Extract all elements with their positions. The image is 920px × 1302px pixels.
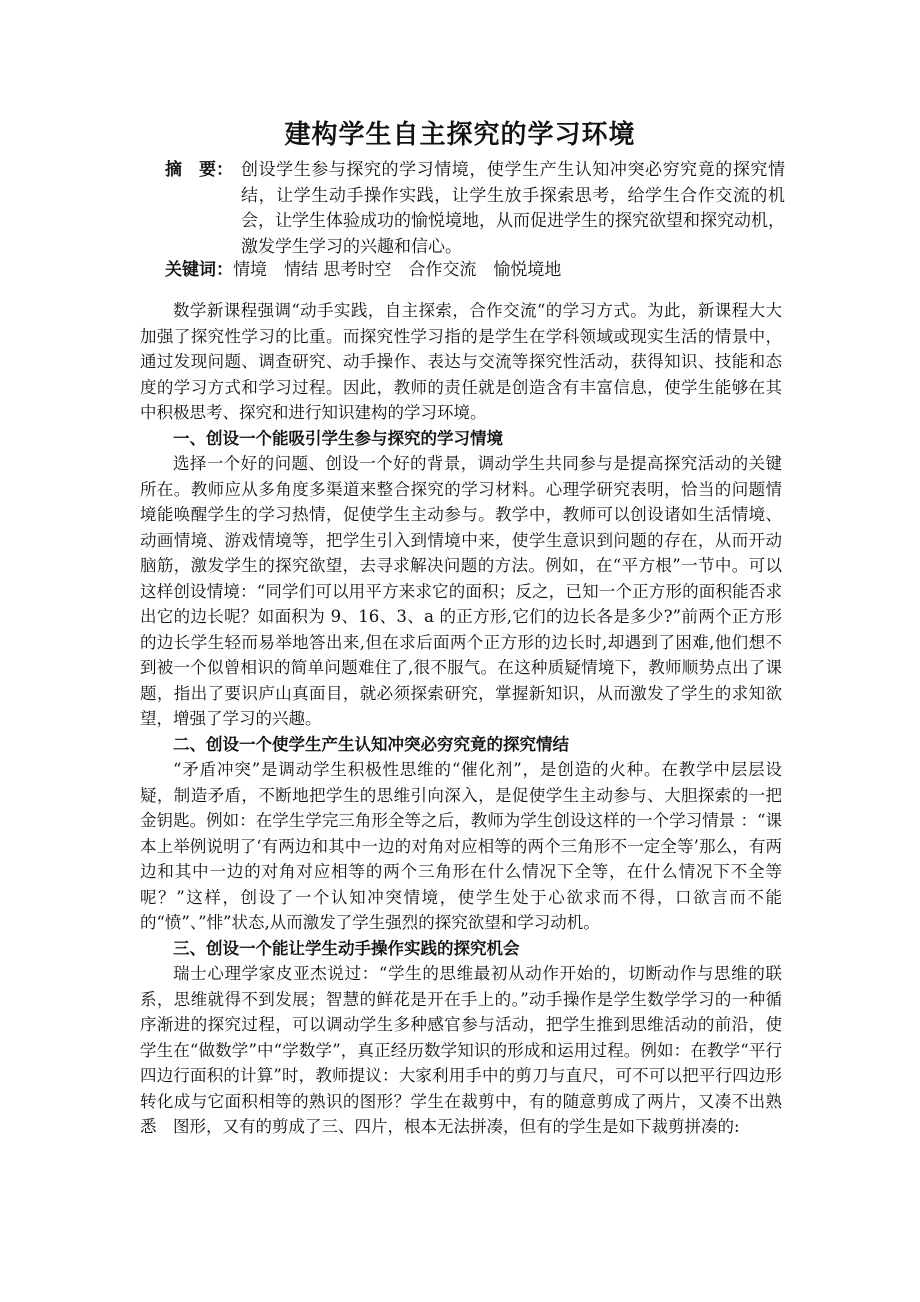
- section-paragraph-2: “矛盾冲突”是调动学生积极性思维的“催化剂”，是创造的火种。在教学中层层设疑，制造矛盾，不断地把学生的思维引向深入，是促使学生主动参与、大胆探索的一把金钥匙。例如：在学生学完三角形全等之后，教师为学生创设这样的一个学习情景 ：“课本上举例说明了‘有两边和其中一边的对角对应相等的两个三角形不一定全等’那么，有两边和其中一边的对角对应相等的两个三角形在什么情况下全等，在什么情况下不全等呢？”这样，创设了一个认知冲突情境，使学生处于心欲求而不得，口欲言而不能的“愤”、”悱”状态,从而激发了学生强烈的探究欲望和学习动机。: [140, 760, 782, 932]
- abstract-text: 创设学生参与探究的学习情境，使学生产生认知冲突必穷究竟的探究情结，让学生动手操作实践，让学生放手探索思考，给学生合作交流的机会，让学生体验成功的愉悦境地，从而促进学生的探究欲望和探究动机，激发学生学习的兴趣和信心。: [241, 160, 785, 257]
- keywords-text: 情境 情结 思考时空 合作交流 愉悦境地: [233, 260, 562, 280]
- intro-paragraph: 数学新课程强调“动手实践，自主探索，合作交流“的学习方式。为此，新课程大大加强了探究性学习的比重。而探究性学习指的是学生在学科领域或现实生活的情景中，通过发现问题、调查研究、动手操作、表达与交流等探究性活动，获得知识、技能和态度的学习方式和学习过程。因此，教师的责任就是创造含有丰富信息，使学生能够在其中积极思考、探究和进行知识建构的学习环境。: [140, 301, 782, 422]
- keywords: [165, 258, 561, 283]
- section-heading-2: 二、创设一个使学生产生认知冲突必穷究竟的探究情结: [173, 734, 569, 754]
- section-paragraph-3: 瑞士心理学家皮亚杰说过：“学生的思维最初从动作开始的，切断动作与思维的联系，思维就得不到发展；智慧的鲜花是开在手上的。”动手操作是学生数学学习的一种循序渐进的探究过程，可以调动学生多种感官参与活动，把学生推到思维活动的前沿，使学生在“做数学”中“学数学”，真正经历数学知识的形成和运用过程。例如：在教学“平行四边行面积的计算”时，教师提议：大家利用手中的剪刀与直尺，可不可以把平行四边形转化成与它面积相等的熟识的图形？学生在裁剪中，有的随意剪成了两片，又凑不出熟悉 图形，又有的剪成了三、四片，根本无法拼凑，但有的学生是如下裁剪拼凑的:: [140, 964, 782, 1136]
- abstract: [165, 158, 785, 260]
- keywords-label: 关键词：: [165, 260, 233, 280]
- abstract-label: 摘 要：: [165, 160, 233, 180]
- document-body: [140, 298, 782, 1140]
- section-paragraph-1: 选择一个好的问题、创设一个好的背景，调动学生共同参与是提高探究活动的关键所在。教师应从多角度多渠道来整合探究的学习材料。心理学研究表明，恰当的问题情境能唤醒学生的学习热情，促使学生主动参与。教学中，教师可以创设诸如生活情境、动画情境、游戏情境等，把学生引入到情境中来，使学生意识到问题的存在，从而开动脑筋，激发学生的探究欲望，去寻求解决问题的方法。例如，在“平方根”一节中。可以这样创设情境：“同学们可以用平方来求它的面积；反之，已知一个正方形的面积能否求出它的边长呢？如面积为 9、16、3、a 的正方形,它们的边长各是多少?”前两个正方形的边长学生轻而易举地答出来,但在求后面两个正方形的边长时,却遇到了困难,他们想不到被一个似曾相识的简单问题难住了,很不服气。在这种质疑情境下，教师顺势点出了课题，指出了要识庐山真面目，就必须探索研究，掌握新知识，从而激发了学生的求知欲望，增强了学习的兴趣。: [140, 454, 782, 728]
- document-title: 建构学生自主探究的学习环境: [284, 120, 636, 150]
- section-heading-1: 一、创设一个能吸引学生参与探究的学习情境: [173, 428, 503, 448]
- section-heading-3: 三、创设一个能让学生动手操作实践的探究机会: [173, 938, 520, 958]
